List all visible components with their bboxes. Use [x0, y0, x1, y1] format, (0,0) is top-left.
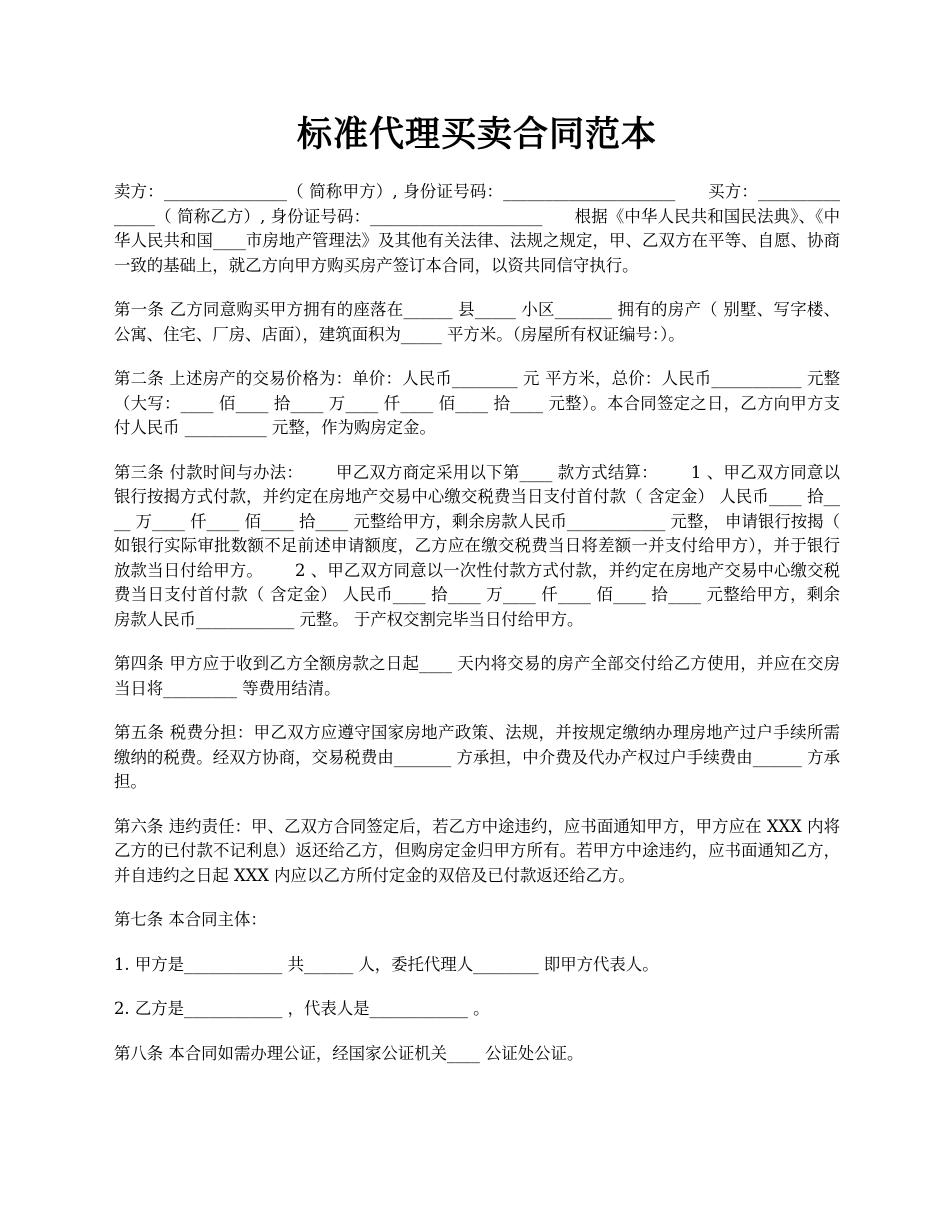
article-5-paragraph: 第五条 税费分担：甲乙双方应遵守国家房地产政策、法规，并按规定缴纳办理房地产过户手续所需缴纳的税费。经双方协商，交易税费由_______ 方承担，中介费及代办产权过户手续费由______ 方承担。	[114, 723, 840, 791]
document-page	[114, 110, 846, 1086]
article-6-paragraph: 第六条 违约责任：甲、乙双方合同签定后，若乙方中途违约，应书面通知甲方，甲方应在 XXX 内将乙方的已付款不记利息）返还给乙方，但购房定金归甲方所有。若甲方中途违约，应书面通知乙方，并自违约之日起 XXX 内应以乙方所付定金的双倍及已付款返还给乙方。	[114, 816, 840, 885]
party-a-item: 1. 甲方是____________ 共______ 人，委托代理人________ 即甲方代表人。	[114, 954, 659, 974]
article-4-paragraph: 第四条 甲方应于收到乙方全额房款之日起____ 天内将交易的房产全部交付给乙方使用，并应在交房当日将_________ 等费用结清。	[114, 654, 840, 698]
party-b-item: 2. 乙方是____________ ，代表人是____________ 。	[114, 999, 490, 1018]
article-2-paragraph: 第二条 上述房产的交易价格为：单价：人民币________ 元 平方米，总价：人民币___________ 元整（大写：____ 佰____ 拾____ 万____ 仟____ 佰____ 拾____ 元整）。本合同签定之日，乙方向甲方支付人民币 __________ 元整，作为购房定金。	[114, 369, 840, 437]
article-7-paragraph: 第七条 本合同主体：	[114, 910, 267, 929]
article-8-paragraph: 第八条 本合同如需办理公证，经国家公证机关____ 公证处公证。	[114, 1043, 584, 1063]
article-1-paragraph: 第一条 乙方同意购买甲方拥有的座落在______ 县_____ 小区_______ 拥有的房产（ 别墅、写字楼、公寓、住宅、厂房、店面），建筑面积为_____ 平方米。（房屋所有权证编号：）。	[114, 300, 840, 344]
article-3-paragraph: 第三条 付款时间与办法： 甲乙双方商定采用以下第____ 款方式结算： 1 、甲乙双方同意以银行按揭方式付款，并约定在房地产交易中心缴交税费当日支付首付款（ 含定金） 人民币____ 拾____ 万____ 仟____ 佰____ 拾____ 元整给甲方，剩余房款人民币____________ 元整， 申请银行按揭（ 如银行实际审批数额不足前述申请额度，乙方应在缴交税费当日将差额一并支付给甲方），并于银行放款当日付给甲方。 2 、甲乙双方同意以一次性付款方式付款，并约定在房地产交易中心缴交税费当日支付首付款（ 含定金） 人民币____ 拾____ 万____ 仟____ 佰____ 拾____ 元整给甲方，剩余房款人民币____________ 元整。 于产权交割完毕当日付给甲方。	[114, 462, 846, 629]
preamble-paragraph: 卖方：_______________（ 简称甲方）, 身份证号码：_____________________ 买方：_______________（ 简称乙方）, 身份证号码：_____________________ 根据《中华人民共和国民法典》、《中华人民共和国____市房地产管理法》及其他有关法律、法规之规定，甲、乙双方在平等、自愿、协商一致的基础上，就乙方向甲方购买房产签订本合同，以资共同信守执行。	[114, 182, 840, 275]
document-title: 标准代理买卖合同范本	[296, 114, 657, 155]
